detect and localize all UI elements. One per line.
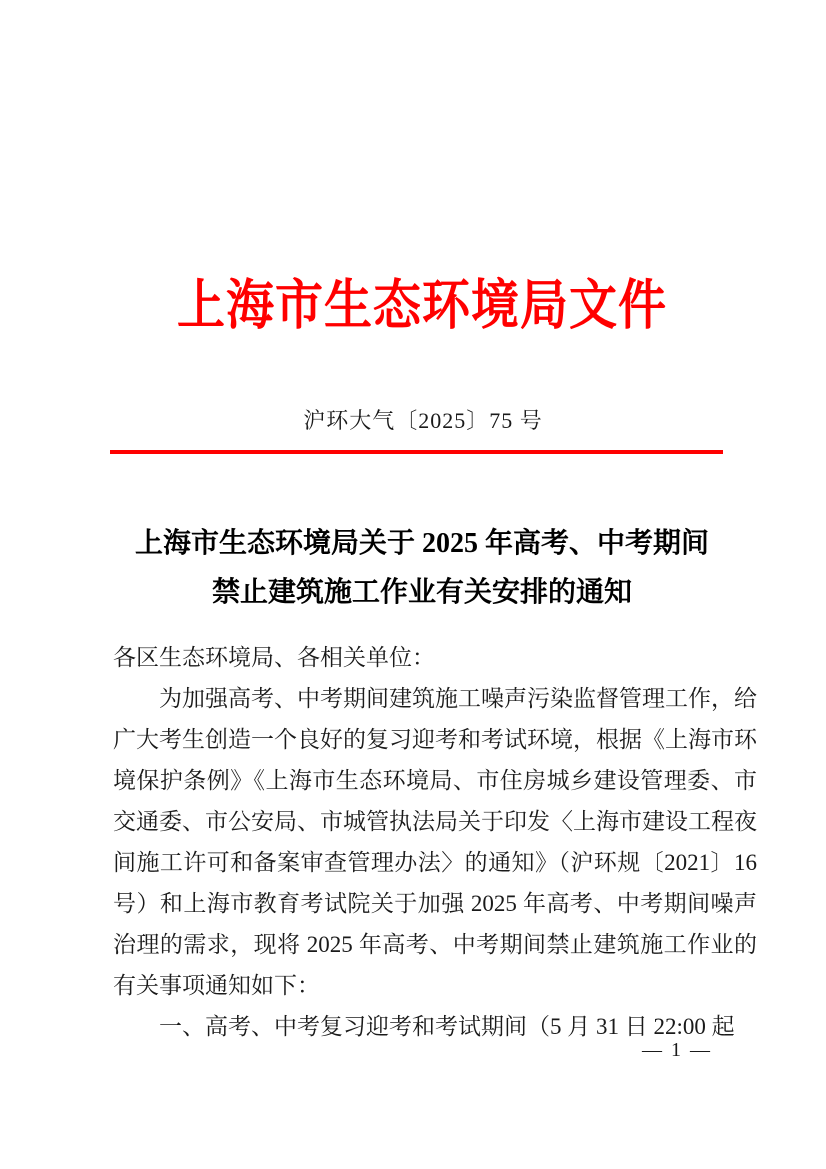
body-line: 为加强高考、中考期间建筑施工噪声污染监督管理工作，给 — [159, 686, 757, 711]
red-divider-line — [110, 450, 723, 454]
document-body — [113, 637, 757, 1047]
document-title — [9, 519, 826, 617]
page-number: — 1 — — [642, 1039, 712, 1061]
body-line: 间施工许可和备案审查管理办法〉的通知》（沪环规〔2021〕16 — [113, 850, 757, 875]
document-title-line-2: 禁止建筑施工作业有关安排的通知 — [211, 577, 632, 608]
body-line: 一、高考、中考复习迎考和考试期间（5 月 31 日 22:00 起 — [159, 1014, 735, 1039]
body-line: 有关事项通知如下： — [113, 973, 320, 998]
body-line: 广大考生创造一个良好的复习迎考和考试环境，根据《上海市环 — [113, 727, 757, 752]
body-line: 交通委、市公安局、市城管执法局关于印发〈上海市建设工程夜 — [113, 809, 757, 834]
document-number: 沪环大气〔2025〕75 号 — [303, 408, 543, 433]
body-line: 治理的需求，现将 2025 年高考、中考期间禁止建筑施工作业的 — [113, 932, 757, 957]
letterhead-title: 上海市生态环境局文件 — [176, 276, 667, 336]
salutation-line: 各区生态环境局、各相关单位： — [113, 645, 435, 670]
body-line: 境保护条例》《上海市生态环境局、市住房城乡建设管理委、市 — [113, 768, 757, 793]
document-title-line-1: 上海市生态环境局关于 2025 年高考、中考期间 — [134, 528, 709, 559]
body-line: 号）和上海市教育考试院关于加强 2025 年高考、中考期间噪声 — [113, 891, 757, 916]
